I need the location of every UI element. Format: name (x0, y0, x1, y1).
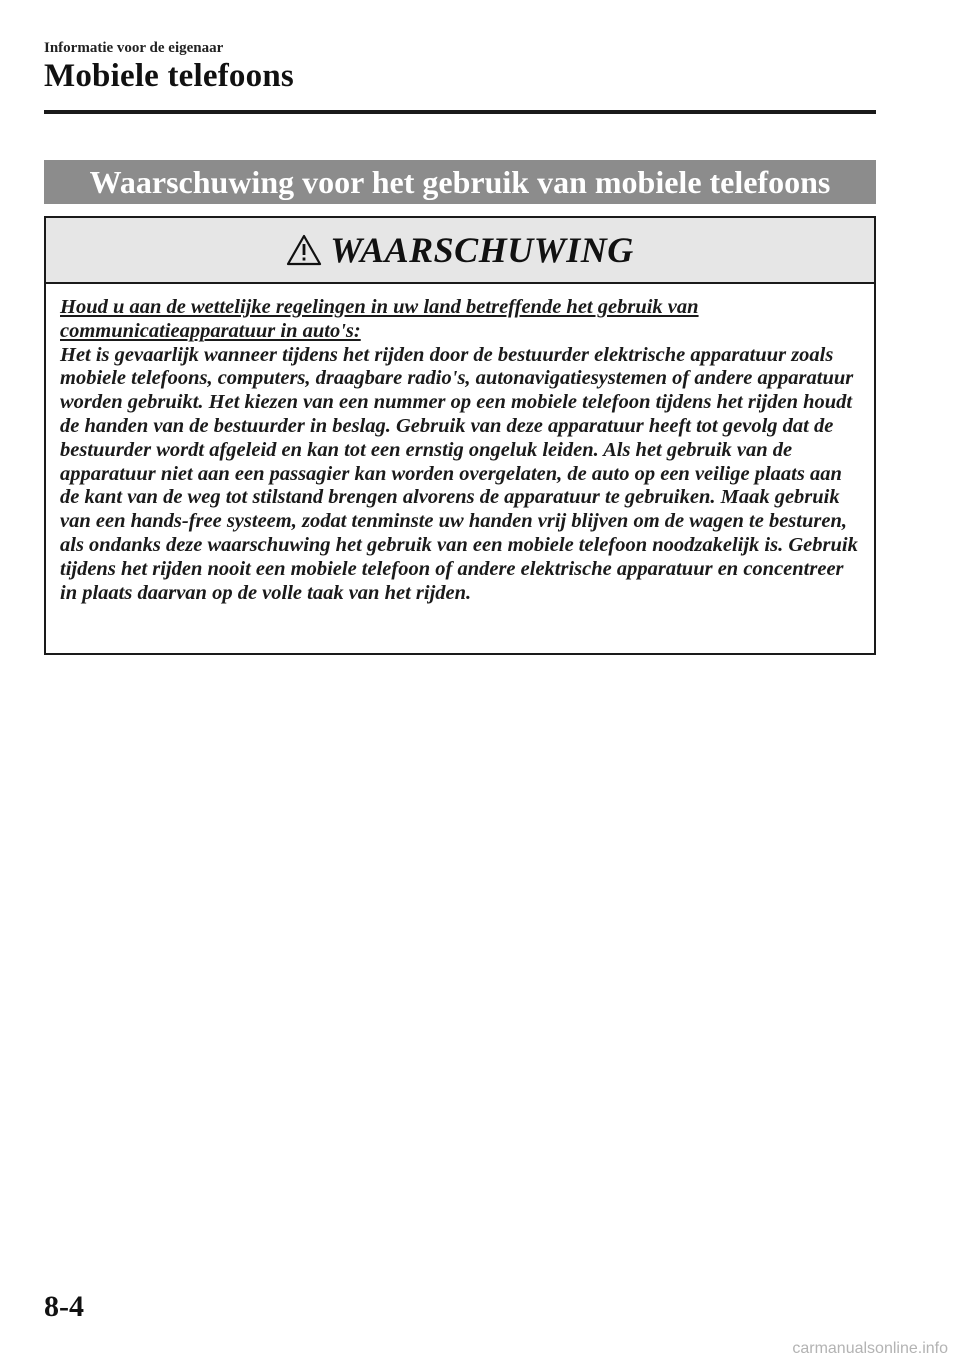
warning-header (46, 218, 874, 284)
warning-lead: Houd u aan de wettelijke regelingen in uw land betreffende het gebruik van communicatieapparatuur in auto's: (60, 296, 699, 342)
chapter-kicker: Informatie voor de eigenaar (44, 40, 224, 56)
title-divider (44, 110, 876, 114)
page-title: Mobiele telefoons (44, 58, 294, 94)
watermark: carmanualsonline.info (792, 1340, 948, 1357)
warning-box (44, 216, 876, 655)
warning-text: Het is gevaarlijk wanneer tijdens het rijden door de bestuurder elektrische apparatuur zoals mobiele telefoons, computers, draagbare radio's, autonavigatiesystemen of andere apparatuur worden gebruikt. Het kiezen van een nummer op een mobiele telefoon tijdens het rijden houdt de handen van de bestuurder in beslag. Gebruik van deze apparatuur heeft tot gevolg dat de bestuurder wordt afgeleid en kan tot een ernstig ongeluk leiden. Als het gebruik van de apparatuur niet aan een passagier kan worden overgelaten, de auto op een veilige plaats aan de kant van de weg tot stilstand brengen alvorens de apparatuur te gebruiken. Maak gebruik van een hands-free systeem, zodat tenminste uw handen vrij blijven om de wagen te besturen, als ondanks deze waarschuwing het gebruik van een mobiele telefoon noodzakelijk is. Gebruik tijdens het rijden nooit een mobiele telefoon of andere elektrische apparatuur en concentreer in plaats daarvan op de volle taak van het rijden. (60, 343, 858, 604)
warning-triangle-icon (286, 234, 322, 266)
warning-body (46, 284, 874, 605)
page-number: 8-4 (44, 1290, 84, 1323)
warning-label: WAARSCHUWING (330, 230, 634, 270)
section-banner: Waarschuwing voor het gebruik van mobiele telefoons (44, 160, 876, 204)
